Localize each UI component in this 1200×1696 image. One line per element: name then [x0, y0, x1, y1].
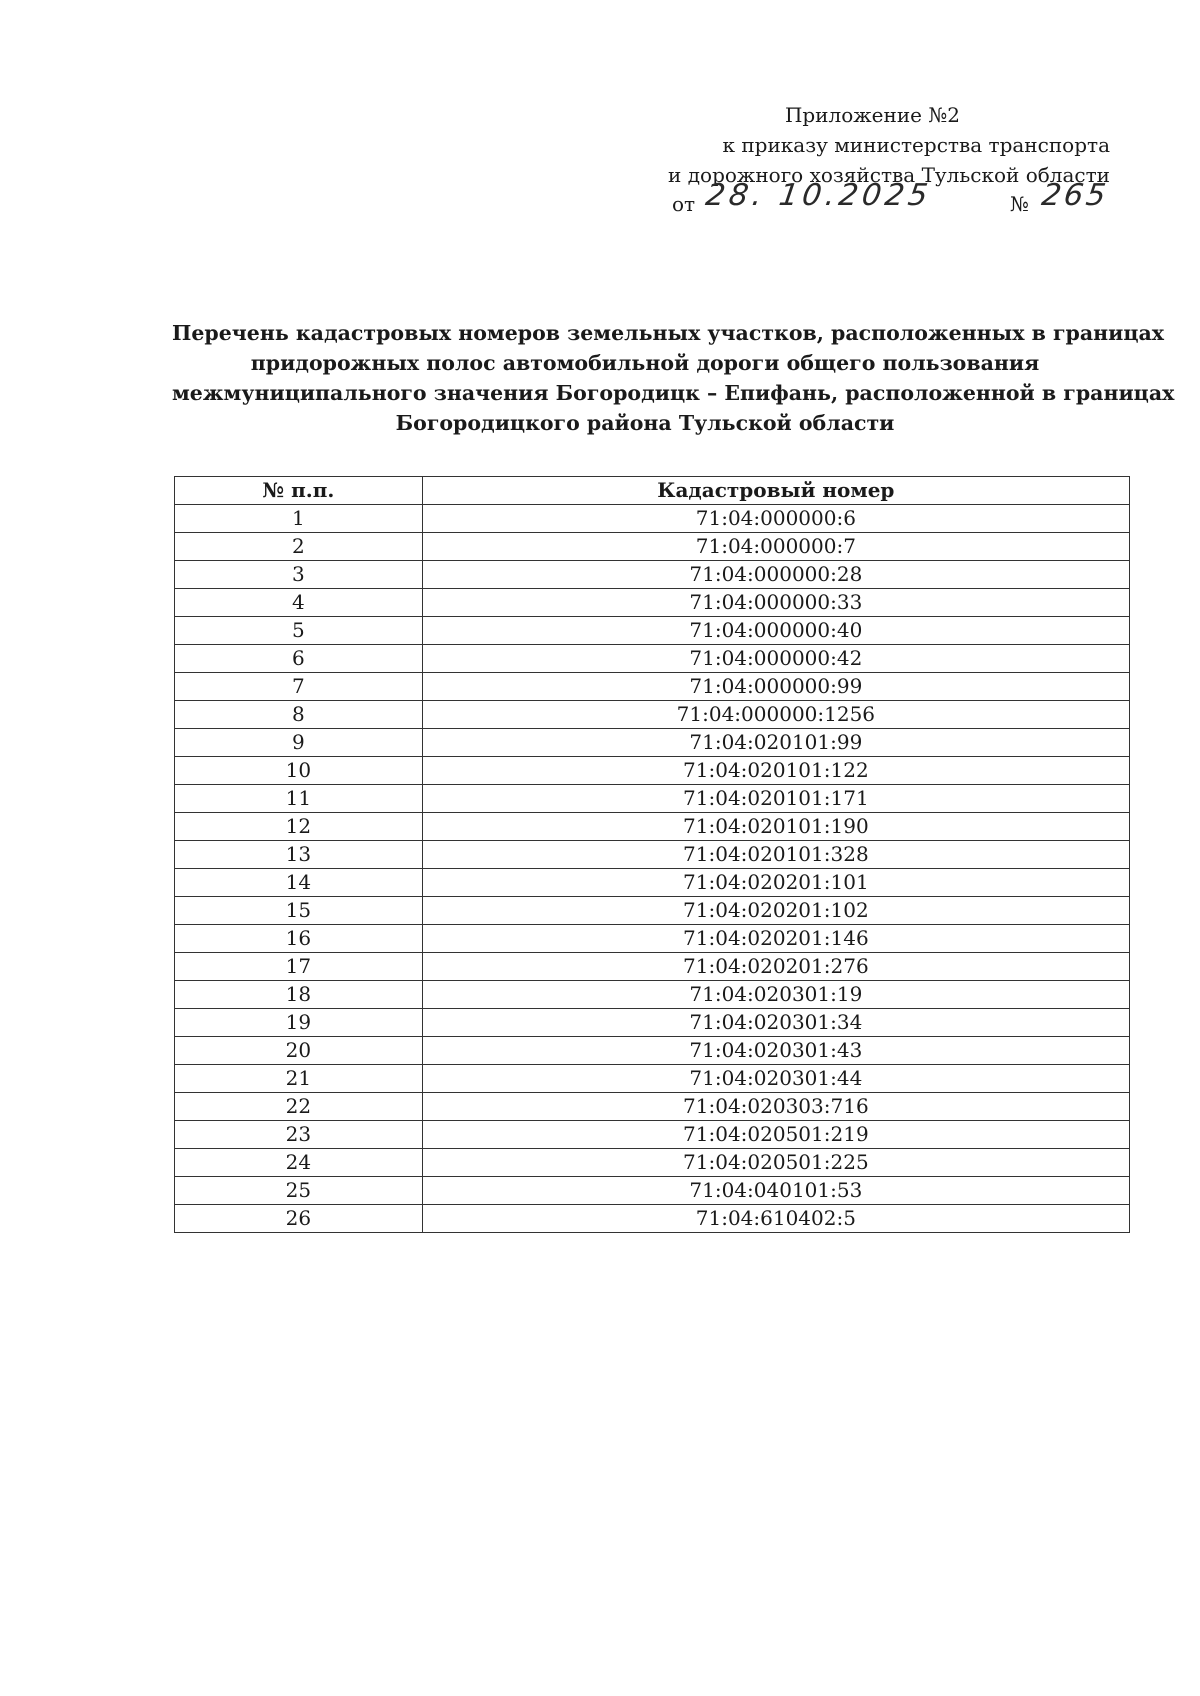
row-number-cell: 14 — [175, 869, 423, 897]
date-prefix: от — [672, 192, 696, 216]
table-row — [175, 1149, 1130, 1177]
cadastral-number-cell: 71:04:020501:219 — [422, 1121, 1129, 1149]
cadastral-number-cell: 71:04:000000:42 — [422, 645, 1129, 673]
cadastral-number-cell: 71:04:020303:716 — [422, 1093, 1129, 1121]
cadastral-number-cell: 71:04:000000:6 — [422, 505, 1129, 533]
number-label: № — [1010, 192, 1029, 216]
row-number-cell: 7 — [175, 673, 423, 701]
cadastral-number-cell: 71:04:000000:33 — [422, 589, 1129, 617]
appendix-ministry: и дорожного хозяйства Тульской области — [668, 163, 1110, 187]
row-number-cell: 11 — [175, 785, 423, 813]
table-row — [175, 673, 1130, 701]
cadastral-number-cell: 71:04:040101:53 — [422, 1177, 1129, 1205]
handwritten-number: 265 — [1039, 178, 1111, 213]
row-number-cell: 19 — [175, 1009, 423, 1037]
cadastral-number-cell: 71:04:020201:101 — [422, 869, 1129, 897]
row-number-cell: 22 — [175, 1093, 423, 1121]
cadastral-number-cell: 71:04:020201:146 — [422, 925, 1129, 953]
cadastral-number-cell: 71:04:000000:28 — [422, 561, 1129, 589]
row-number-cell: 23 — [175, 1121, 423, 1149]
cadastral-number-cell: 71:04:000000:7 — [422, 533, 1129, 561]
title-line-1: Перечень кадастровых номеров земельных участков, расположенных в границах — [172, 321, 1165, 345]
table-row — [175, 617, 1130, 645]
row-number-cell: 15 — [175, 897, 423, 925]
header-number: № п.п. — [175, 477, 423, 505]
cadastral-number-cell: 71:04:020101:171 — [422, 785, 1129, 813]
cadastral-number-cell: 71:04:020101:122 — [422, 757, 1129, 785]
appendix-order-ref: к приказу министерства транспорта — [722, 133, 1110, 157]
table-row — [175, 785, 1130, 813]
row-number-cell: 12 — [175, 813, 423, 841]
table-row — [175, 505, 1130, 533]
row-number-cell: 10 — [175, 757, 423, 785]
row-number-cell: 1 — [175, 505, 423, 533]
cadastral-table — [174, 476, 1130, 1233]
table-row — [175, 589, 1130, 617]
cadastral-number-cell: 71:04:000000:40 — [422, 617, 1129, 645]
table-row — [175, 533, 1130, 561]
row-number-cell: 13 — [175, 841, 423, 869]
table-header-row — [175, 477, 1130, 505]
cadastral-number-cell: 71:04:020501:225 — [422, 1149, 1129, 1177]
row-number-cell: 20 — [175, 1037, 423, 1065]
row-number-cell: 25 — [175, 1177, 423, 1205]
title-line-3: межмуниципального значения Богородицк – Епифань, расположенной в границах — [172, 381, 1175, 405]
cadastral-number-cell: 71:04:020301:44 — [422, 1065, 1129, 1093]
cadastral-number-cell: 71:04:000000:1256 — [422, 701, 1129, 729]
order-date-line — [672, 178, 1112, 222]
cadastral-number-cell: 71:04:610402:5 — [422, 1205, 1129, 1233]
title-line-2: придорожных полос автомобильной дороги общего пользования — [250, 351, 1040, 375]
table-row — [175, 1037, 1130, 1065]
table-row — [175, 1205, 1130, 1233]
table-row — [175, 561, 1130, 589]
table-row — [175, 1121, 1130, 1149]
table-row — [175, 981, 1130, 1009]
row-number-cell: 18 — [175, 981, 423, 1009]
table-row — [175, 869, 1130, 897]
row-number-cell: 26 — [175, 1205, 423, 1233]
table-row — [175, 701, 1130, 729]
cadastral-number-cell: 71:04:020101:99 — [422, 729, 1129, 757]
cadastral-number-cell: 71:04:000000:99 — [422, 673, 1129, 701]
header-cadastral: Кадастровый номер — [422, 477, 1129, 505]
table-row — [175, 1093, 1130, 1121]
cadastral-number-cell: 71:04:020201:276 — [422, 953, 1129, 981]
cadastral-number-cell: 71:04:020101:190 — [422, 813, 1129, 841]
row-number-cell: 17 — [175, 953, 423, 981]
row-number-cell: 2 — [175, 533, 423, 561]
table-row — [175, 1065, 1130, 1093]
table-row — [175, 813, 1130, 841]
cadastral-number-cell: 71:04:020101:328 — [422, 841, 1129, 869]
title-line-4: Богородицкого района Тульской области — [395, 411, 895, 435]
table-row — [175, 1009, 1130, 1037]
table-row — [175, 645, 1130, 673]
row-number-cell: 4 — [175, 589, 423, 617]
table-row — [175, 841, 1130, 869]
row-number-cell: 24 — [175, 1149, 423, 1177]
appendix-block — [640, 100, 1110, 190]
cadastral-number-cell: 71:04:020301:19 — [422, 981, 1129, 1009]
row-number-cell: 5 — [175, 617, 423, 645]
row-number-cell: 21 — [175, 1065, 423, 1093]
table-row — [175, 897, 1130, 925]
row-number-cell: 16 — [175, 925, 423, 953]
table-row — [175, 757, 1130, 785]
row-number-cell: 8 — [175, 701, 423, 729]
row-number-cell: 9 — [175, 729, 423, 757]
table-body — [175, 505, 1130, 1233]
cadastral-number-cell: 71:04:020301:43 — [422, 1037, 1129, 1065]
table-row — [175, 953, 1130, 981]
row-number-cell: 6 — [175, 645, 423, 673]
handwritten-date: 28. 10.2025 — [703, 178, 934, 213]
document-title — [172, 318, 1175, 438]
cadastral-number-cell: 71:04:020301:34 — [422, 1009, 1129, 1037]
row-number-cell: 3 — [175, 561, 423, 589]
table-row — [175, 925, 1130, 953]
table-row — [175, 729, 1130, 757]
appendix-title: Приложение №2 — [784, 103, 960, 127]
cadastral-number-cell: 71:04:020201:102 — [422, 897, 1129, 925]
table-row — [175, 1177, 1130, 1205]
